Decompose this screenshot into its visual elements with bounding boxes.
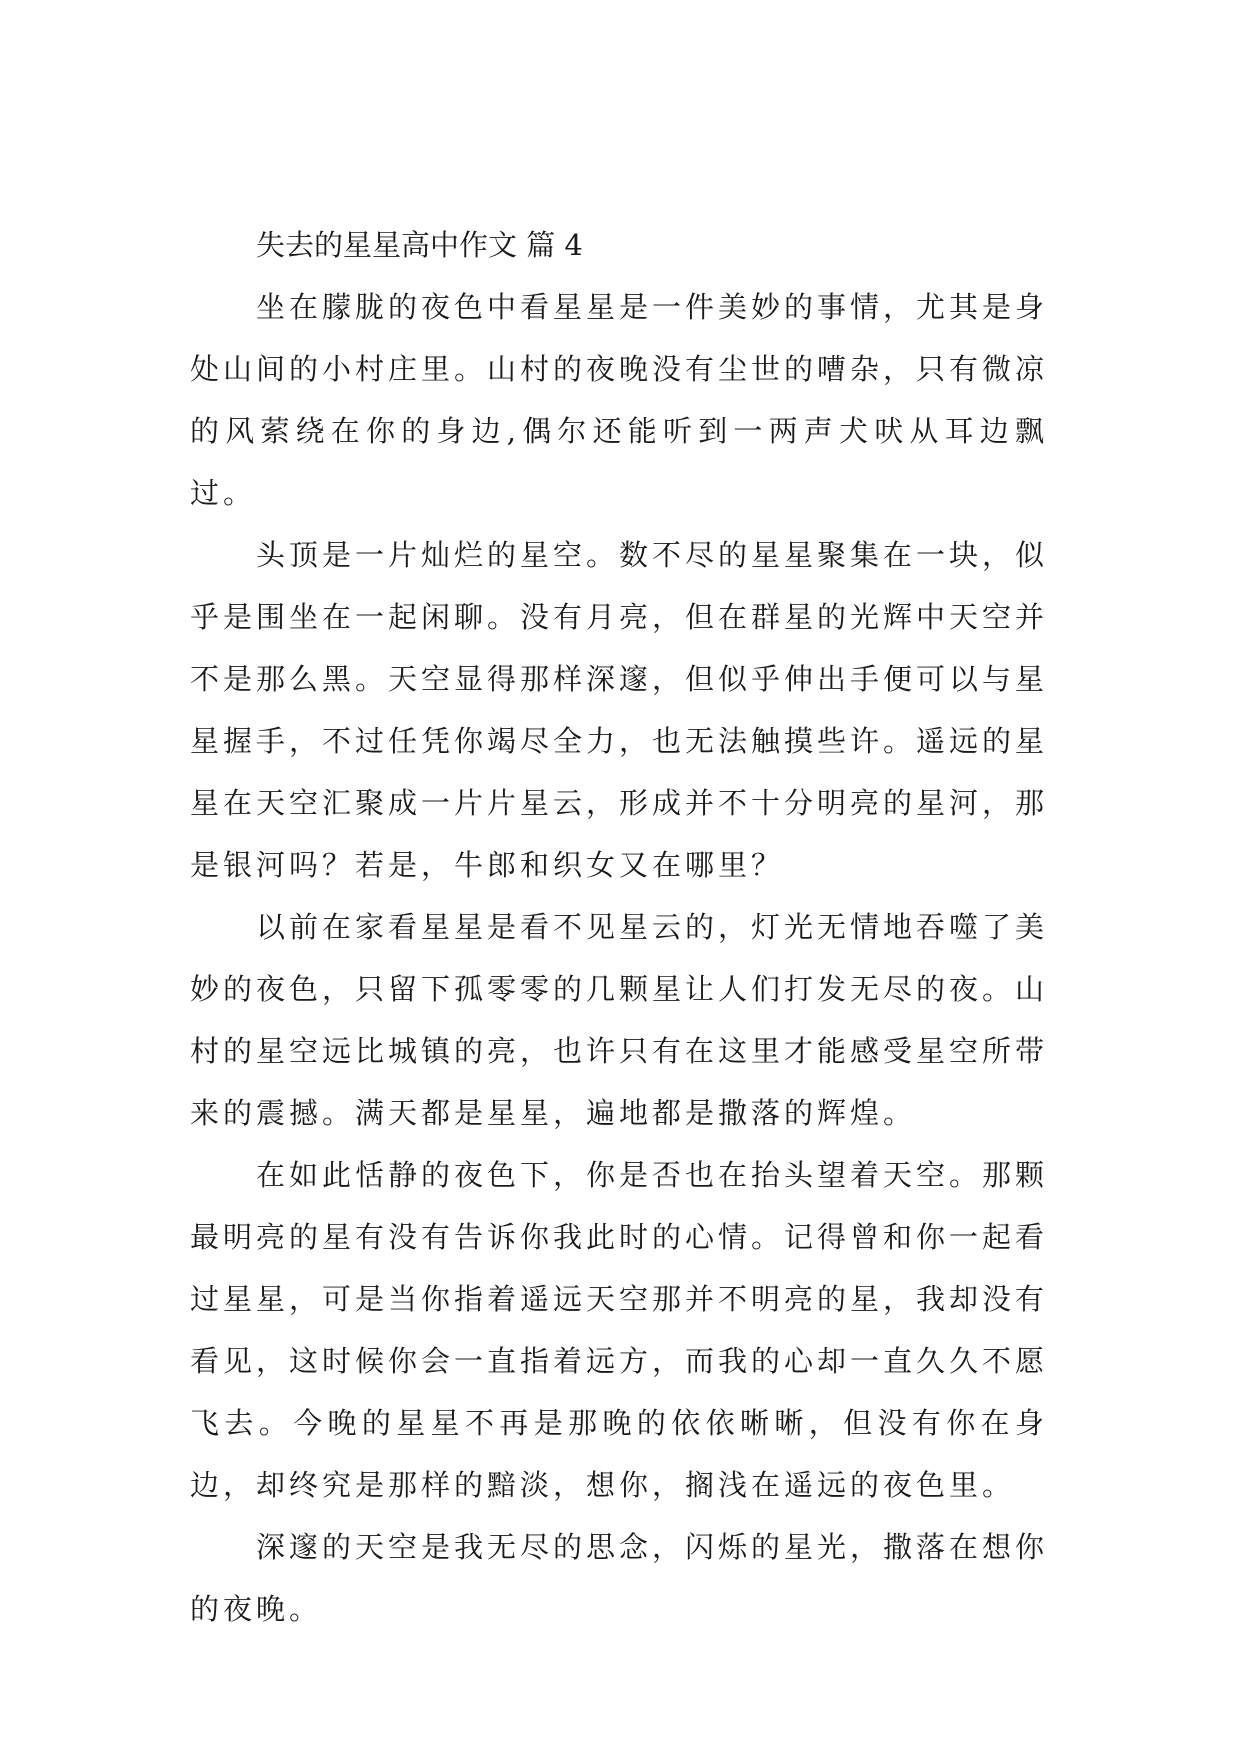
essay-body (190, 214, 1048, 1640)
paragraph-2: 头顶是一片灿烂的星空。数不尽的星星聚集在一块，似乎是围坐在一起闲聊。没有月亮，但在群星的光辉中天空并不是那么黑。天空显得那样深邃，但似乎伸出手便可以与星星握手，不过任凭你竭尽全力，也无法触摸些许。遥远的星星在天空汇聚成一片片星云，形成并不十分明亮的星河，那是银河吗？若是，牛郎和织女又在哪里？ (190, 538, 1049, 882)
paragraph-4: 在如此恬静的夜色下，你是否也在抬头望着天空。那颗最明亮的星有没有告诉你我此时的心情。记得曾和你一起看过星星，可是当你指着遥远天空那并不明亮的星，我却没有看见，这时候你会一直指着远方，而我的心却一直久久不愿飞去。今晚的星星不再是那晚的依依晰晰，但没有你在身边，却终究是那样的黯淡，想你，搁浅在遥远的夜色里。 (190, 1158, 1049, 1502)
paragraph-3: 以前在家看星星是看不见星云的，灯光无情地吞噬了美妙的夜色，只留下孤零零的几颗星让人们打发无尽的夜。山村的星空远比城镇的亮，也许只有在这里才能感受星空所带来的震撼。满天都是星星，遍地都是撒落的辉煌。 (190, 910, 1049, 1130)
paragraph-1: 坐在朦胧的夜色中看星星是一件美妙的事情，尤其是身处山间的小村庄里。山村的夜晚没有尘世的嘈杂，只有微凉的风萦绕在你的身边,偶尔还能听到一两声犬吠从耳边飘过。 (190, 290, 1049, 510)
essay-title: 失去的星星高中作文 篇 4 (256, 228, 583, 262)
paragraph-5: 深邃的天空是我无尽的思念，闪烁的星光，撒落在想你的夜晚。 (190, 1530, 1049, 1626)
